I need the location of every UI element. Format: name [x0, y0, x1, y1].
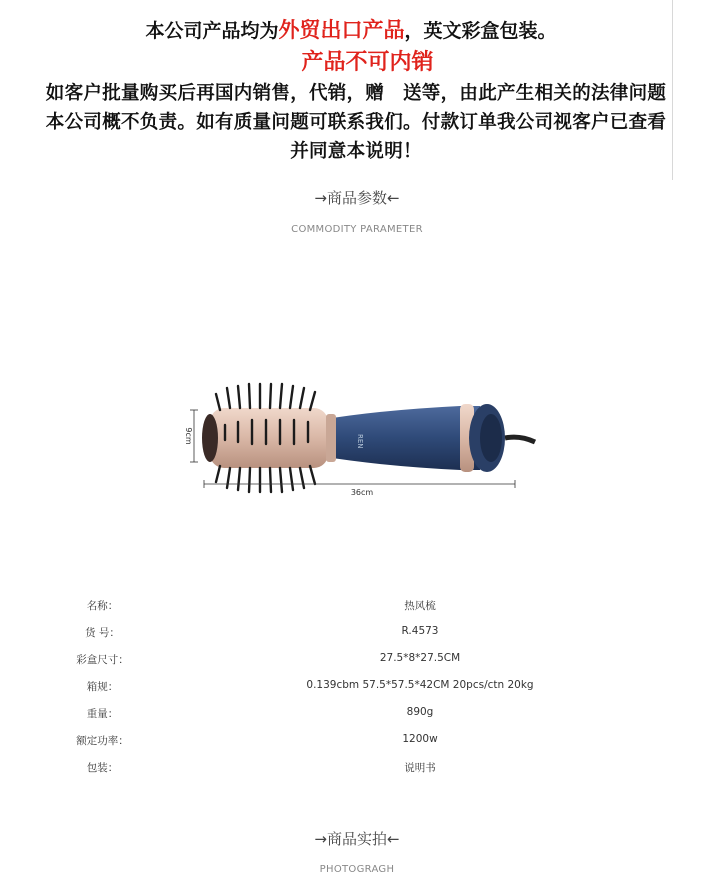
photo-section-title: →商品实拍← — [314, 830, 400, 848]
disclaimer-notice — [0, 0, 702, 180]
brush-tip — [202, 414, 218, 462]
param-row-power — [0, 733, 702, 753]
notice-body: 如客户批量购买后再国内销售，代销，赠 送等，由此产生相关的法律问题本公司概不负责。如有质量问题可联系我们。付款订单我公司视客户已查看并同意本说明！ — [45, 83, 667, 162]
param-row-packaging — [0, 760, 702, 780]
notice-highlight: 外贸出口产品 — [278, 17, 405, 42]
param-row-carton — [0, 679, 702, 699]
air-intake — [480, 414, 502, 462]
notice-line-1 — [0, 14, 702, 44]
param-label: 额定功率： — [76, 735, 129, 747]
height-label: 9cm — [184, 427, 193, 445]
handle — [320, 406, 480, 470]
param-row-item-number — [0, 625, 702, 645]
power-cord — [505, 437, 535, 442]
param-label: 彩盒尺寸： — [76, 654, 129, 666]
param-label: 包装： — [86, 762, 119, 774]
param-label: 重量： — [86, 708, 119, 720]
params-section-subtitle: COMMODITY PARAMETER — [291, 224, 423, 235]
param-value: R.4573 — [401, 625, 439, 637]
notice-warning: 产品不可内销 — [301, 49, 434, 75]
width-label: 36cm — [350, 488, 374, 497]
param-label: 货 号： — [85, 627, 120, 639]
param-label: 箱规： — [86, 681, 119, 693]
photo-section-subtitle: PHOTOGRAGH — [319, 864, 395, 875]
param-row-name — [0, 598, 702, 618]
param-value: 890g — [406, 706, 434, 718]
param-value: 1200w — [402, 733, 438, 745]
product-image — [180, 370, 550, 505]
param-value: 27.5*8*27.5CM — [379, 652, 461, 664]
params-section-title: →商品参数← — [314, 189, 400, 207]
hot-air-brush-illustration — [180, 370, 550, 505]
param-row-box-size — [0, 652, 702, 672]
param-value: 0.139cbm 57.5*57.5*42CM 20pcs/ctn 20kg — [306, 679, 534, 691]
param-value: 热风梳 — [404, 600, 436, 612]
param-row-weight — [0, 706, 702, 726]
notice-line-1-prefix: 本公司产品均为 — [145, 20, 279, 42]
param-value: 说明书 — [404, 762, 436, 774]
param-label: 名称： — [86, 600, 119, 612]
collar — [326, 414, 336, 462]
brush-barrel — [210, 408, 328, 468]
brand-mark: REN — [356, 434, 364, 449]
notice-line-1-suffix: ，英文彩盒包装。 — [404, 20, 557, 42]
